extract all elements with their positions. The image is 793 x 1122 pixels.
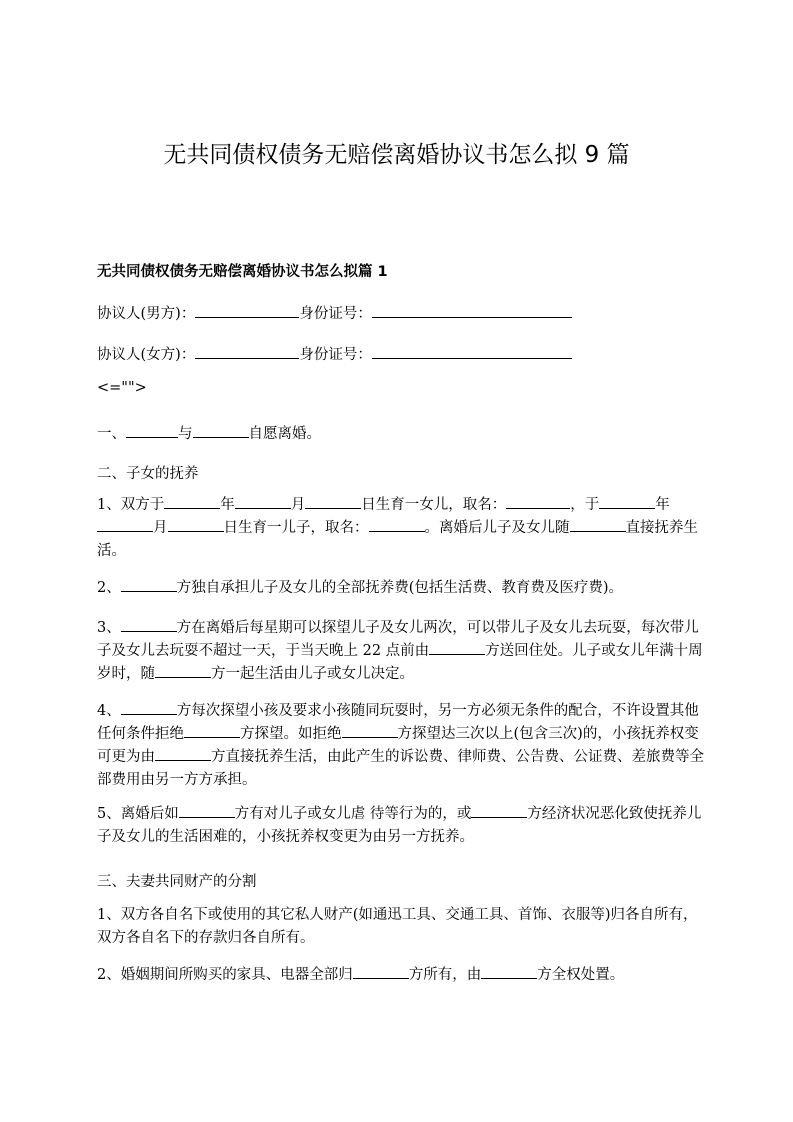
text: 年 <box>655 497 670 513</box>
blank <box>429 640 485 655</box>
text: 方直接抚养生活，由此产生的诉讼费、律师费、公告费、公证费、差旅费等全部费用由另一方方承担。 <box>97 749 704 788</box>
property-clause-1: 1、双方各自名下或使用的其它私人财产(如通迅工具、交通工具、首饰、衣服等)归各自所有，双方各自名下的存款归各自所有。 <box>97 907 698 946</box>
document-title: 无共同债权债务无赔偿离婚协议书怎么拟 9 篇 <box>163 142 630 168</box>
section-heading: 无共同债权债务无赔偿离婚协议书怎么拟篇 1 <box>97 264 388 280</box>
text: 年 <box>220 497 235 513</box>
text: 方有对儿子或女儿虐 待等行为的，或 <box>234 806 472 822</box>
text: 日生育一女儿，取名： <box>361 497 507 513</box>
property-clause-2 <box>97 964 707 987</box>
blank <box>342 723 398 738</box>
text: 方探望。如拒绝 <box>240 726 342 742</box>
text: 月 <box>290 497 306 513</box>
text: 方全权处置。 <box>537 967 625 983</box>
text: 日生育一儿子，取名： <box>223 520 369 536</box>
blank <box>179 803 235 818</box>
text: 5、离婚后如 <box>97 806 179 822</box>
id-blank <box>372 303 572 318</box>
blank <box>481 964 537 979</box>
text: 直接抚养生活。 <box>97 520 698 559</box>
paragraph-3 <box>97 617 707 686</box>
party-female-label: 协议人(女方)： <box>97 347 196 363</box>
blank <box>155 663 211 678</box>
text: 方探望达三次以上(包含三次)的，小孩抚养权变可更为由 <box>97 726 699 765</box>
clause-text: 一、 <box>97 426 126 442</box>
clause-1 <box>97 422 321 443</box>
party-male-line <box>97 302 572 323</box>
text: 方每次探望小孩及要求小孩随同玩耍时，另一方必须无条件的配合，不许设置其他任何条件拒绝 <box>97 703 699 742</box>
blank <box>168 517 224 532</box>
text: 方所有，由 <box>408 967 482 983</box>
paragraph-2 <box>97 577 707 600</box>
id-label: 身份证号： <box>299 347 372 363</box>
blank <box>126 423 178 438</box>
heading-property-division: 三、夫妻共同财产的分割 <box>97 874 257 890</box>
blank <box>193 423 249 438</box>
blank <box>570 517 626 532</box>
party-female-line <box>97 343 572 364</box>
text: ，于 <box>570 497 600 513</box>
name-blank <box>195 303 299 318</box>
name-blank <box>195 344 299 359</box>
placeholder-code: <=""> <box>97 380 147 396</box>
text: 方送回住处。儿子或女儿年满十周岁时，随 <box>97 643 703 682</box>
text: 方一起生活由儿子或女儿决定。 <box>211 666 414 682</box>
id-blank <box>372 344 572 359</box>
text: 方在离婚后每星期可以探望儿子及女儿两次，可以带儿子及女儿去玩耍，每次带儿子及女儿去玩耍不超过一天，于当天晚上 22 点前由 <box>97 620 699 659</box>
text: 1、双方于 <box>97 497 165 513</box>
blank <box>353 964 409 979</box>
blank <box>97 517 153 532</box>
blank <box>121 700 177 715</box>
blank <box>164 494 220 509</box>
paragraph-4 <box>97 700 707 792</box>
blank <box>599 494 655 509</box>
blank <box>305 494 361 509</box>
blank <box>121 577 177 592</box>
blank <box>184 723 240 738</box>
paragraph-1 <box>97 494 707 563</box>
text: 3、 <box>97 620 121 636</box>
text: 方经济状况恶化致使抚养儿子及女儿的生活困难的，小孩抚养权变更为由另一方抚养。 <box>97 806 702 845</box>
text: 2、婚姻期间所购买的家具、电器全部归 <box>97 967 353 983</box>
id-label: 身份证号： <box>299 306 372 322</box>
blank <box>155 746 211 761</box>
text: 方独自承担儿子及女儿的全部抚养费(包括生活费、教育费及医疗费)。 <box>176 580 624 596</box>
text: 。离婚后儿子及女儿随 <box>424 520 570 536</box>
blank <box>121 617 177 632</box>
paragraph-5 <box>97 803 707 849</box>
blank <box>506 494 570 509</box>
heading-child-custody: 二、子女的抚养 <box>97 466 199 482</box>
text: 月 <box>153 520 168 536</box>
blank <box>369 517 425 532</box>
blank <box>471 803 527 818</box>
party-male-label: 协议人(男方)： <box>97 306 196 322</box>
clause-text: 与 <box>178 426 193 442</box>
clause-text: 自愿离婚。 <box>248 426 321 442</box>
text: 2、 <box>97 580 121 596</box>
blank <box>235 494 291 509</box>
text: 4、 <box>97 703 121 719</box>
